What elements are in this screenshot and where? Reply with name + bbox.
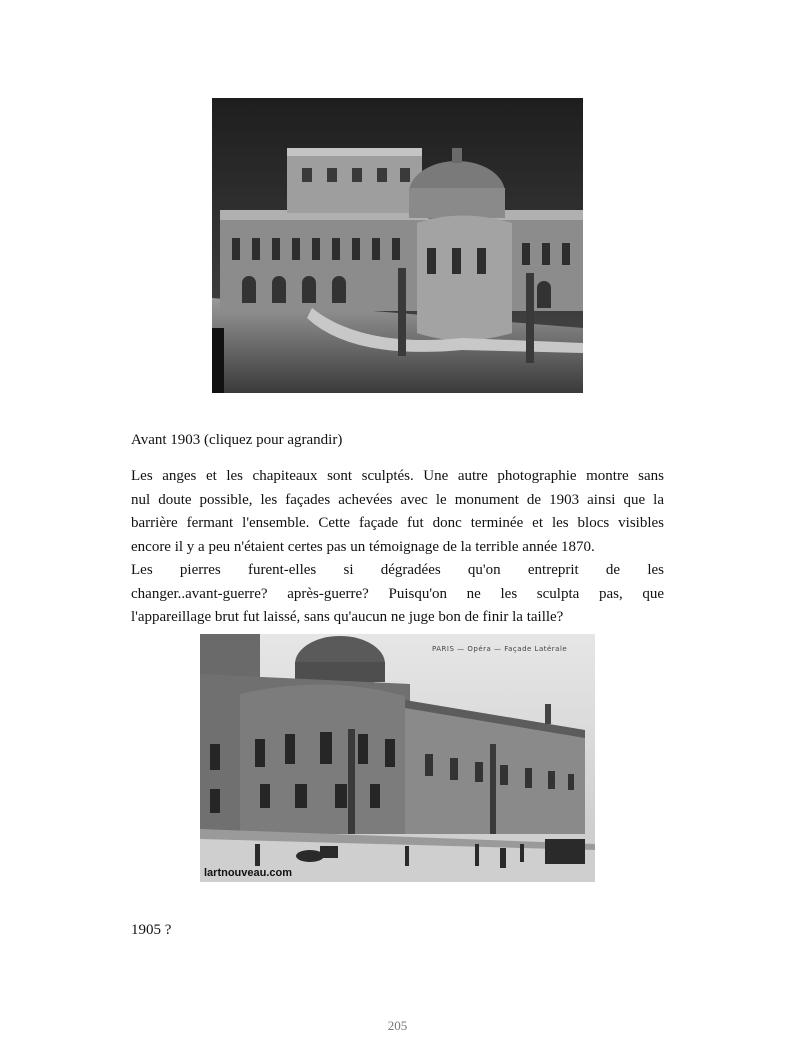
postcard-header: PARIS — Opéra — Façade Latérale [432,645,568,653]
body-line: barrière fermant l'ensemble. Cette façade fut donc terminée et les blocs visibles [131,515,664,531]
body-line: l'appareillage brut fut laissé, sans qu'aucun ne juge bon de finir la taille? [131,609,564,625]
figure-caption-1905: 1905 ? [131,922,172,938]
body-line: encore il y a peu n'étaient certes pas un témoignage de la terrible année 1870. [131,538,595,555]
figure-caption-before-1903: Avant 1903 (cliquez pour agrandir) [131,432,343,448]
watermark-text: lartnouveau.com [204,867,293,879]
page-number: 205 [387,1018,408,1033]
body-line: Les anges et les chapiteaux sont sculptés. Une autre photographie montre sans [131,468,664,484]
body-line: Les pierres furent-elles si dégradées qu'on entreprit de les [131,562,664,578]
body-line: nul doute possible, les façades achevées avec le monument de 1903 ainsi que la [131,491,664,508]
body-paragraph [131,465,664,630]
body-line: changer..avant-guerre? après-guerre? Puisqu'on ne les sculpta pas, que [131,585,664,602]
opera-postcard-1905[interactable] [200,634,595,882]
opera-photo-before-1903[interactable] [212,98,583,393]
